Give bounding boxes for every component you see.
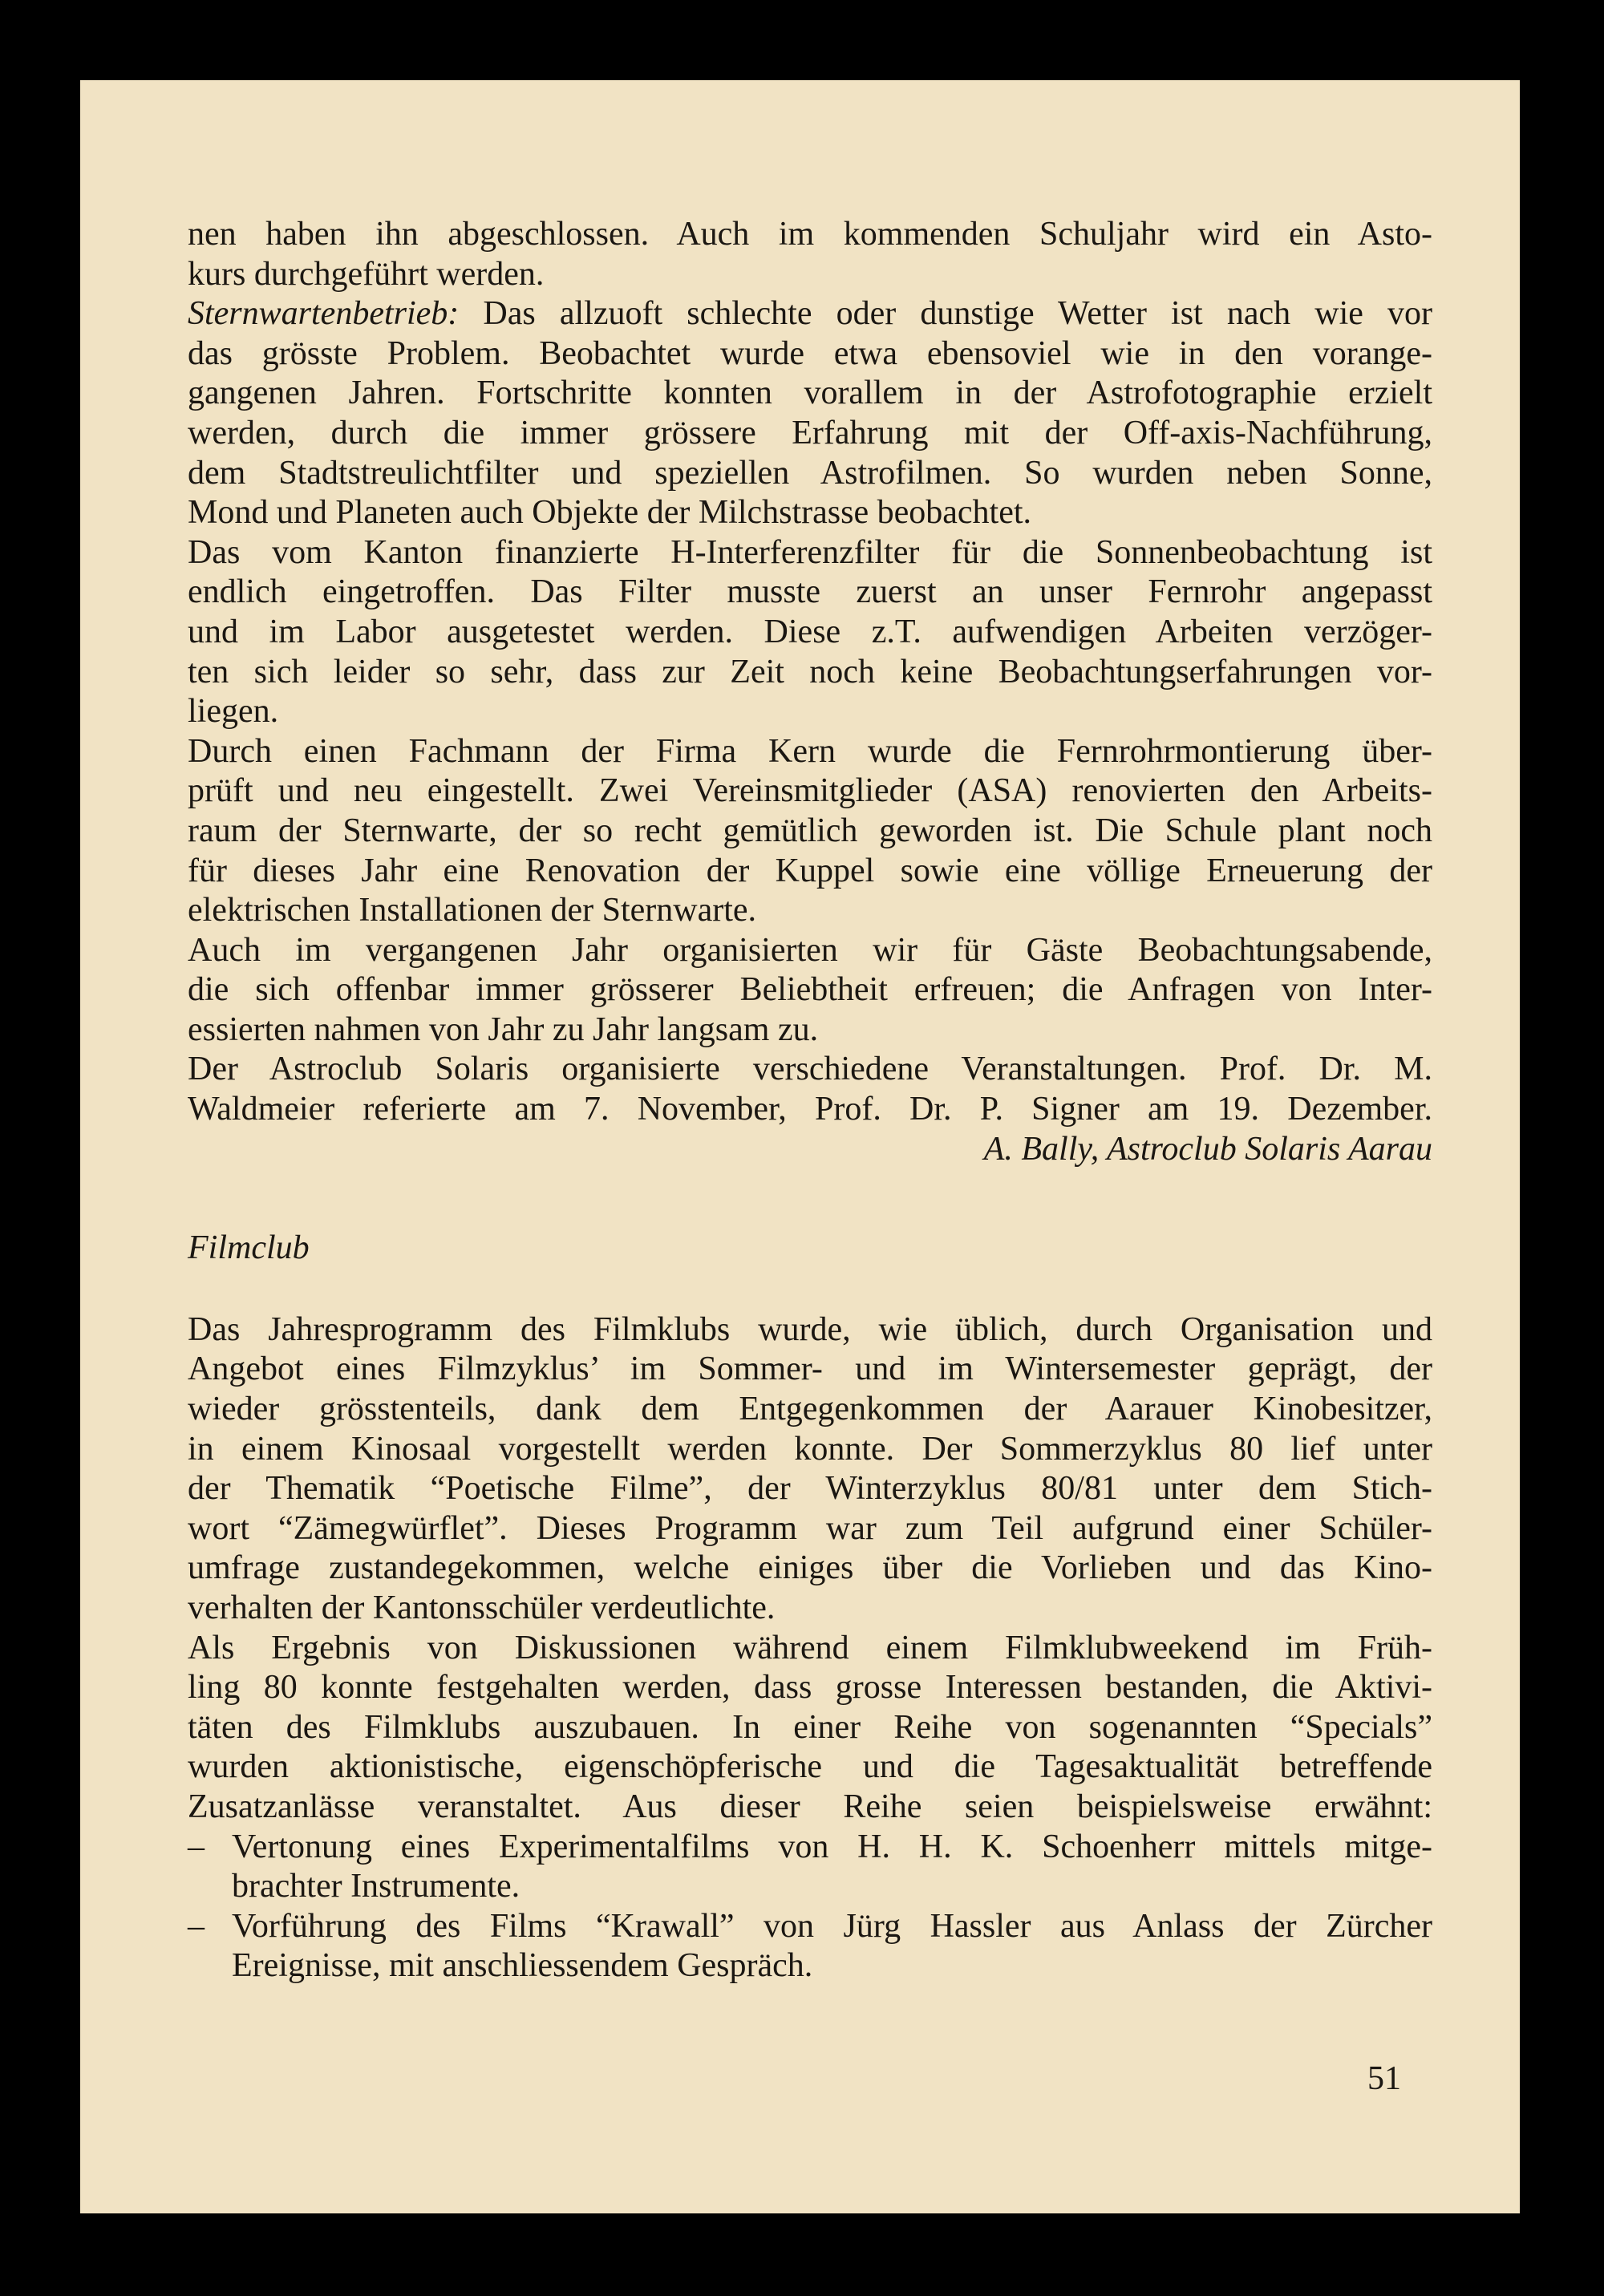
text-run: Das allzuoft schlechte oder dunstige Wetter ist nach wie vor [459,295,1432,333]
text-line: und im Labor ausgetestet werden. Diese z.T. aufwendigen Arbeiten verzöger- [188,613,1432,650]
paragraph [188,931,1432,1051]
body-text [188,215,1432,1986]
text-line: verhalten der Kantonsschüler verdeutlichte. [188,1589,776,1626]
text-line: die sich offenbar immer grösserer Beliebtheit erfreuen; die Anfragen von Inter- [188,971,1432,1009]
page-number: 51 [1367,2060,1401,2097]
paragraph [188,1050,1432,1169]
text-line: in einem Kinosaal vorgestellt werden konnte. Der Sommerzyklus 80 lief unter [188,1430,1432,1468]
text-line: nen haben ihn abgeschlossen. Auch im kommenden Schuljahr wird ein Asto- [188,216,1432,253]
document-page [80,80,1520,2213]
text-line: der Thematik “Poetische Filme”, der Winterzyklus 80/81 unter dem Stich- [188,1470,1432,1508]
text-line: liegen. [188,693,279,731]
text-line: Vertonung eines Experimentalfilms von H. H. K. Schoenherr mittels mitge- [232,1828,1432,1865]
section-spacer [188,1269,1432,1310]
text-line: prüft und neu eingestellt. Zwei Vereinsmitglieder (ASA) renovierten den Arbeits- [188,772,1432,810]
text-line: raum der Sternwarte, der so recht gemütlich geworden ist. Die Schule plant noch [188,812,1432,849]
list-item [188,1828,1432,1907]
paragraph [188,1629,1432,1828]
text-line: Durch einen Fachmann der Firma Kern wurde die Fernrohrmontierung über- [188,732,1432,770]
text-line: ling 80 konnte festgehalten werden, dass grosse Interessen bestanden, die Aktivi- [188,1669,1432,1707]
text-line: Waldmeier referierte am 7. November, Prof. Dr. P. Signer am 19. Dezember. [188,1091,1432,1128]
text-line: das grösste Problem. Beobachtet wurde etwa ebensoviel wie in den vorange- [188,334,1432,372]
text-line: endlich eingetroffen. Das Filter musste zuerst an unser Fernrohr angepasst [188,573,1432,611]
text-line: ten sich leider so sehr, dass zur Zeit noch keine Beobachtungserfahrungen vor- [188,653,1432,690]
text-line: Das vom Kanton finanzierte H-Interferenzfilter für die Sonnenbeobachtung ist [188,533,1432,571]
text-line: Als Ergebnis von Diskussionen während einem Filmklubweekend im Früh- [188,1629,1432,1666]
text-line: elektrischen Installationen der Sternwarte. [188,892,757,929]
text-line: wurden aktionistische, eigenschöpferische und die Tagesaktualität betreffende [188,1748,1432,1786]
text-line: Mond und Planeten auch Objekte der Milchstrasse beobachtet. [188,494,1032,532]
text-line: wieder grösstenteils, dank dem Entgegenkommen der Aarauer Kinobesitzer, [188,1391,1432,1428]
text-line: Der Astroclub Solaris organisierte verschiedene Veranstaltungen. Prof. Dr. M. [188,1051,1432,1088]
bullet-list [188,1828,1432,1986]
text-line: Zusatzanlässe veranstaltet. Aus dieser Reihe seien beispielsweise erwähnt: [188,1788,1432,1825]
text-line: täten des Filmklubs auszubauen. In einer Reihe von sogenannten “Specials” [188,1708,1432,1746]
text-line: wort “Zämegwürflet”. Dieses Programm war zum Teil aufgrund einer Schüler- [188,1509,1432,1547]
section-spacer [188,1169,1432,1229]
paragraph [188,294,1432,533]
run-in-heading: Sternwartenbetrieb: [188,295,460,333]
text-line: Das Jahresprogramm des Filmklubs wurde, wie üblich, durch Organisation und [188,1310,1432,1348]
paragraph [188,1310,1432,1629]
text-line: Angebot eines Filmzyklus’ im Sommer- und im Wintersemester geprägt, der [188,1350,1432,1388]
text-line [188,294,1432,334]
dash-bullet: – [188,1907,205,1945]
text-line: gangenen Jahren. Fortschritte konnten vorallem in der Astrofotographie erzielt [188,375,1432,412]
text-line: Ereignisse, mit anschliessendem Gespräch. [232,1947,813,1985]
text-line: brachter Instrumente. [232,1868,520,1905]
text-line: Auch im vergangenen Jahr organisierten wir für Gäste Beobachtungsabende, [188,931,1432,969]
dash-bullet: – [188,1828,205,1865]
text-line: Vorführung des Films “Krawall” von Jürg Hassler aus Anlass der Zürcher [232,1907,1432,1945]
signature: A. Bally, Astroclub Solaris Aarau [983,1130,1432,1168]
paragraph [188,732,1432,931]
text-line: umfrage zustandegekommen, welche einiges über die Vorlieben und das Kino- [188,1549,1432,1587]
text-line: dem Stadtstreulichtfilter und speziellen Astrofilmen. So wurden neben Sonne, [188,454,1432,492]
paragraph [188,533,1432,732]
text-line: kurs durchgeführt werden. [188,255,545,293]
section-heading: Filmclub [188,1229,310,1267]
text-line: werden, durch die immer grössere Erfahrung mit der Off-axis-Nachführung, [188,414,1432,452]
paragraph [188,215,1432,294]
text-line: essierten nahmen von Jahr zu Jahr langsam zu. [188,1010,819,1048]
text-line: für dieses Jahr eine Renovation der Kuppel sowie eine völlige Erneuerung der [188,852,1432,889]
list-item [188,1907,1432,1986]
